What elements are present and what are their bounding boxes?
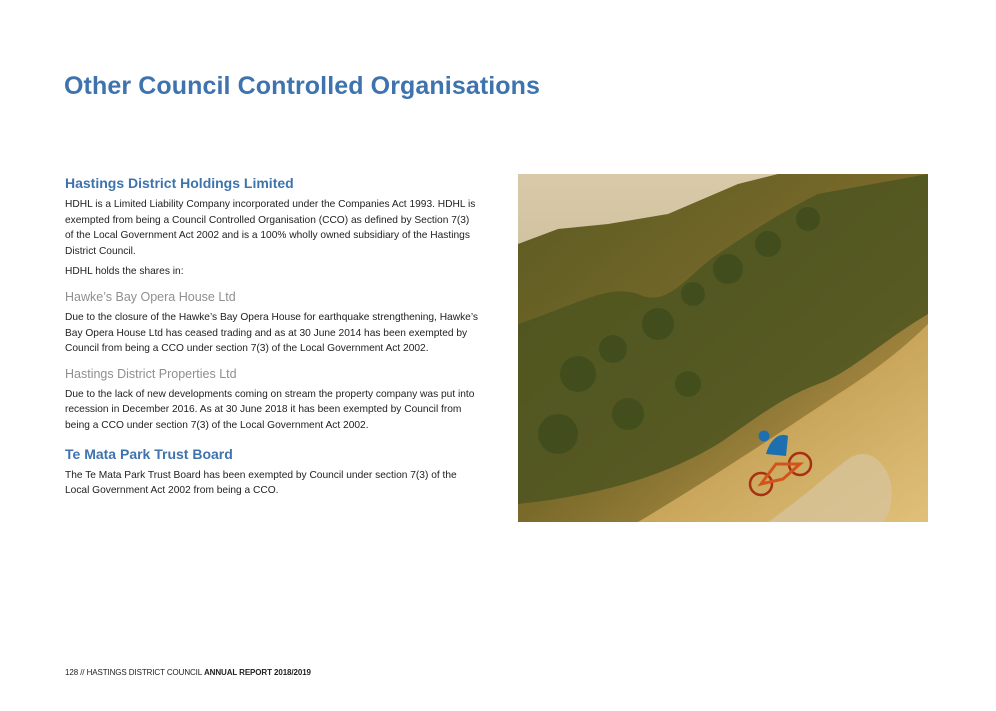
footer-org: HASTINGS DISTRICT COUNCIL (86, 668, 202, 677)
te-mata-text: The Te Mata Park Trust Board has been exempted by Council under section 7(3) of the Local Government Act 2002 from being a CCO. (65, 469, 457, 497)
page-footer (65, 668, 311, 677)
properties-text: Due to the lack of new developments coming on stream the property company was put into recession in December 2016. As at 30 June 2018 it has been exempted by Council from being a CCO under section 7(3) of the Local Government Act 2002. (65, 388, 475, 431)
page-title: Other Council Controlled Organisations (64, 72, 541, 100)
footer-report: ANNUAL REPORT 2018/2019 (203, 668, 311, 677)
te-mata-heading: Te Mata Park Trust Board (65, 445, 233, 462)
mountain-biker-photo (518, 174, 928, 522)
te-mata-section (65, 446, 480, 499)
hdhl-heading: Hastings District Holdings Limited (65, 175, 294, 191)
content-column (65, 175, 480, 504)
page-number: 128 (65, 668, 79, 677)
hdhl-intro: HDHL is a Limited Liability Company incorporated under the Companies Act 1993. HDHL is exempted from being a Council Controlled Organisation (CCO) as defined by Section 7(3) of the Local Government Act 2002 and is a 100% wholly owned subsidiary of the Hastings District Council. (65, 199, 476, 257)
opera-house-heading: Hawke’s Bay Opera House Ltd (65, 289, 236, 304)
hdhl-shares-line: HDHL holds the shares in: (65, 266, 184, 278)
mountain-biker-hillside-icon (518, 174, 928, 522)
opera-house-text: Due to the closure of the Hawke’s Bay Opera House for earthquake strengthening, Hawke’s Bay Opera House Ltd has ceased trading and as at 30 June 2014 has been exempted by Council from being a CCO under section 7(3) of the Local Government Act 2002. (65, 311, 479, 355)
footer-separator: // (80, 668, 85, 677)
properties-heading: Hastings District Properties Ltd (65, 366, 237, 381)
